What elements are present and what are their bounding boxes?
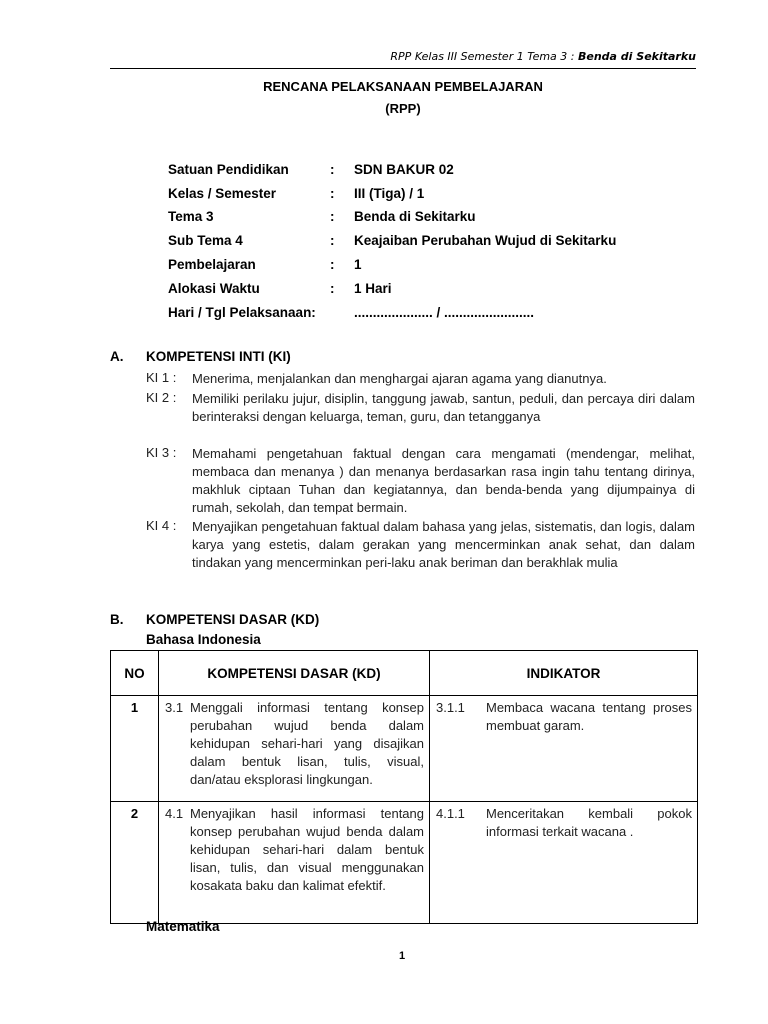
identity-label: Tema 3	[168, 209, 214, 224]
identity-colon: :	[330, 281, 335, 296]
identity-colon: :	[330, 162, 335, 177]
ki-text: Menyajikan pengetahuan faktual dalam bahasa yang jelas, sistematis, dan logis, dalam karya yang estetis, dalam gerakan yang mencerminkan anak sehat, dan dalam tindakan yang mencerminkan peri-laku anak beriman dan berakhlak mulia	[192, 519, 695, 570]
identity-value: Benda di Sekitarku	[354, 209, 476, 224]
ki-code: KI 3 :	[146, 445, 177, 460]
kd-table	[110, 650, 698, 924]
kd-code: 3.1	[165, 700, 184, 715]
column-header: NO	[111, 651, 159, 696]
header-rule	[110, 68, 696, 69]
identity-colon: :	[330, 257, 335, 272]
ki-code: KI 4 :	[146, 518, 177, 533]
identity-colon: :	[330, 233, 335, 248]
table-header-row	[111, 651, 698, 696]
indicator-cell	[430, 802, 698, 924]
indicator-cell	[430, 696, 698, 802]
identity-label: Pembelajaran	[168, 257, 256, 272]
identity-label: Sub Tema 4	[168, 233, 243, 248]
kd-cell	[159, 802, 430, 924]
document-title: RENCANA PELAKSANAAN PEMBELAJARAN	[263, 79, 543, 94]
kd-text: Menggali informasi tentang konsep perubahan wujud benda dalam kehidupan sehari-hari yang disajikan dalam bentuk lisan, tulis, visual, dan/atau eksplorasi lingkungan.	[190, 700, 424, 787]
identity-value: III (Tiga) / 1	[354, 186, 425, 201]
subject-heading: Matematika	[146, 919, 220, 934]
indicator-text: Membaca wacana tentang proses membuat garam.	[486, 700, 692, 733]
header-prefix: RPP Kelas III Semester 1 Tema 3 :	[390, 50, 578, 63]
row-number: 2	[111, 802, 159, 924]
section-title: KOMPETENSI INTI (KI)	[146, 349, 291, 364]
identity-value: SDN BAKUR 02	[354, 162, 454, 177]
identity-value: 1	[354, 257, 362, 272]
document-subtitle: (RPP)	[385, 101, 421, 116]
table-row	[111, 696, 698, 802]
kd-code: 4.1	[165, 806, 184, 821]
ki-text: Memahami pengetahuan faktual dengan cara mengamati (mendengar, melihat, membaca dan menanya ) dan menanya berdasarkan rasa ingin tahu tentang dirinya, makhluk ciptaan Tuhan dan kegiatannya, dan benda-benda yang dijumpainya di rumah, sekolah, dan tempat bermain.	[192, 446, 695, 515]
kd-cell	[159, 696, 430, 802]
section-number: A.	[110, 349, 124, 364]
identity-label: Satuan Pendidikan	[168, 162, 289, 177]
page-number: 1	[398, 950, 406, 962]
column-header: KOMPETENSI DASAR (KD)	[159, 651, 430, 696]
identity-value: 1 Hari	[354, 281, 392, 296]
identity-label: Alokasi Waktu	[168, 281, 260, 296]
indicator-text: Menceritakan kembali pokok informasi terkait wacana .	[486, 806, 692, 839]
ki-text: Menerima, menjalankan dan menghargai ajaran agama yang dianutnya.	[192, 371, 607, 386]
table-row	[111, 802, 698, 924]
column-header: INDIKATOR	[430, 651, 698, 696]
indicator-code: 3.1.1	[436, 700, 465, 715]
section-title: KOMPETENSI DASAR (KD)	[146, 612, 320, 627]
indicator-code: 4.1.1	[436, 806, 465, 821]
ki-text: Memiliki perilaku jujur, disiplin, tanggung jawab, santun, peduli, dan percaya diri dalam berinteraksi dengan keluarga, teman, guru, dan tetangganya	[192, 391, 695, 424]
running-header	[380, 50, 696, 63]
section-number: B.	[110, 612, 124, 627]
row-number: 1	[111, 696, 159, 802]
kd-text: Menyajikan hasil informasi tentang konsep perubahan wujud benda dalam kehidupan sehari-hari dalam bentuk lisan, tulis, dan visual menggunakan kosakata baku dan kalimat efektif.	[190, 806, 424, 893]
identity-value: ..................... / ........................	[354, 305, 535, 320]
ki-code: KI 2 :	[146, 390, 177, 405]
identity-label: Kelas / Semester	[168, 186, 277, 201]
ki-code: KI 1 :	[146, 370, 177, 385]
identity-colon: :	[330, 209, 335, 224]
subject-heading: Bahasa Indonesia	[146, 632, 261, 647]
identity-label: Hari / Tgl Pelaksanaan:	[168, 305, 316, 320]
identity-colon: :	[330, 186, 335, 201]
header-theme: Benda di Sekitarku	[578, 50, 696, 63]
identity-value: Keajaiban Perubahan Wujud di Sekitarku	[354, 233, 617, 248]
